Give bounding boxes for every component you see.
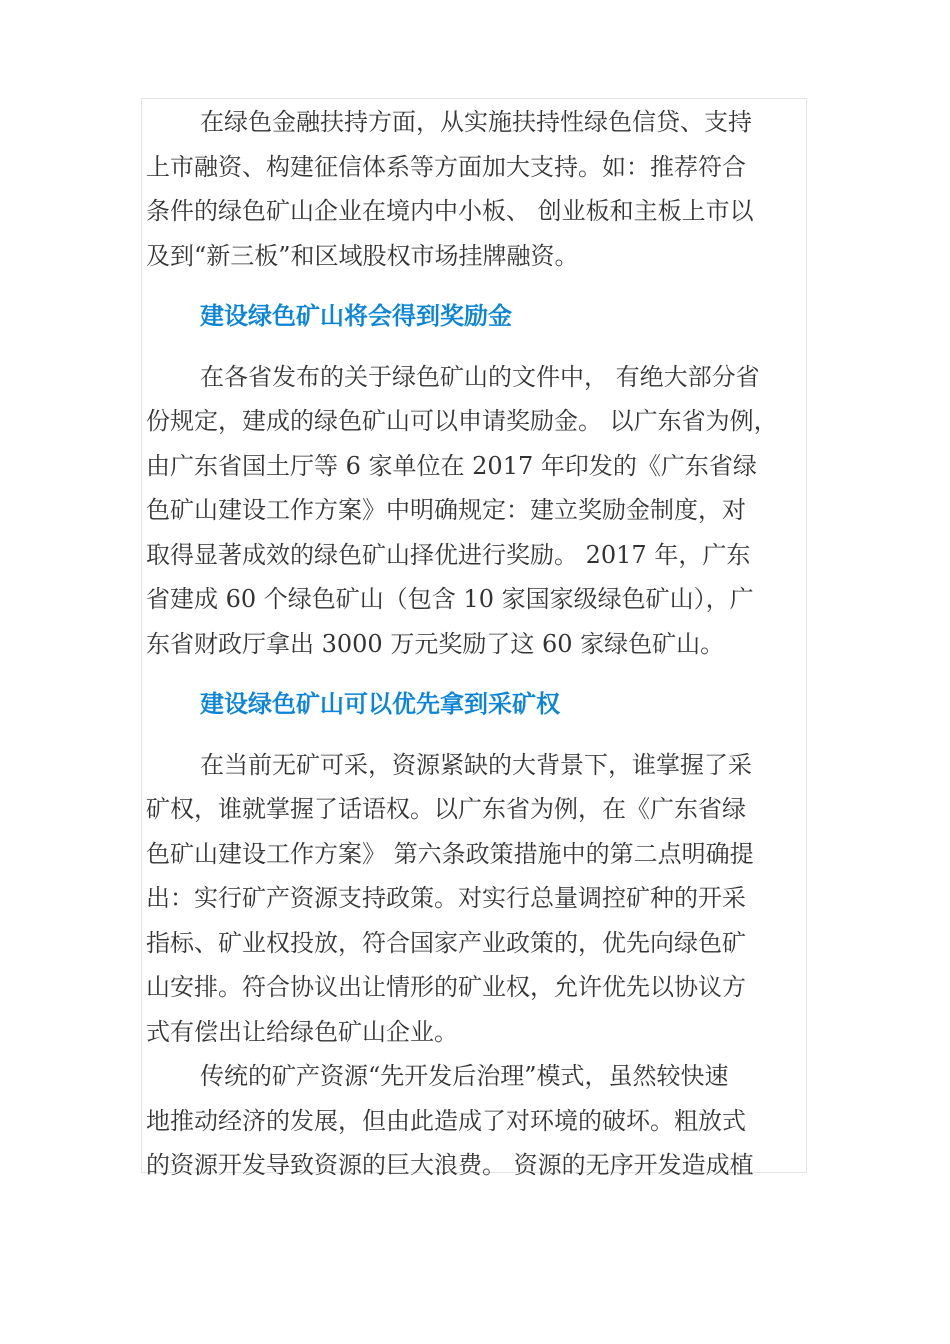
text-line: 式有偿出让给绿色矿山企业。 [146,1017,458,1046]
text-line: 取得显著成效的绿色矿山择优进行奖励。 2017 年，广东 [146,540,751,569]
text-line: 在各省发布的关于绿色矿山的文件中， 有绝大部分省 [200,362,760,391]
text-line: 省建成 60 个绿色矿山（包含 10 家国家级绿色矿山），广 [146,585,754,613]
text-line: 色矿山建设工作方案》 第六条政策措施中的第二点明确提 [146,839,754,868]
text-line: 由广东省国土厅等 6 家单位在 2017 年印发的《广东省绿 [146,451,757,480]
paragraph-mining-rights [146,743,806,1055]
text-line: 出：实行矿产资源支持政策。对实行总量调控矿种的开采 [146,884,746,912]
text-line: 份规定，建成的绿色矿山可以申请奖励金。 以广东省为例， [146,407,778,435]
text-line: 地推动经济的发展，但由此造成了对环境的破坏。粗放式 [146,1106,746,1135]
document-body [146,100,806,1188]
text-line: 条件的绿色矿山企业在境内中小板、 创业板和主板上市以 [146,197,754,225]
paragraph-reward [146,355,806,667]
text-line: 指标、矿业权投放，符合国家产业政策的，优先向绿色矿 [146,928,746,957]
paragraph-traditional-mode [146,1054,806,1188]
text-line: 及到“新三板”和区域股权市场挂牌融资。 [146,241,579,270]
section-heading-reward: 建设绿色矿山将会得到奖励金 [200,301,512,330]
text-line: 的资源开发导致资源的巨大浪费。 资源的无序开发造成植 [146,1151,754,1179]
text-line: 矿权，谁就掌握了话语权。以广东省为例，在《广东省绿 [146,795,746,823]
text-line: 在绿色金融扶持方面，从实施扶持性绿色信贷、支持 [200,108,752,136]
text-line: 在当前无矿可采，资源紧缺的大背景下，谁掌握了采 [200,750,752,779]
text-line: 色矿山建设工作方案》中明确规定：建立奖励金制度，对 [146,496,746,524]
text-line: 传统的矿产资源“先开发后治理”模式，虽然较快速 [200,1062,729,1090]
paragraph-green-finance [146,100,806,278]
text-line: 上市融资、构建征信体系等方面加大支持。如：推荐符合 [146,152,746,181]
section-heading-mining-rights: 建设绿色矿山可以优先拿到采矿权 [200,689,560,718]
text-line: 东省财政厅拿出 3000 万元奖励了这 60 家绿色矿山。 [146,629,725,658]
text-line: 山安排。符合协议出让情形的矿业权，允许优先以协议方 [146,973,746,1001]
